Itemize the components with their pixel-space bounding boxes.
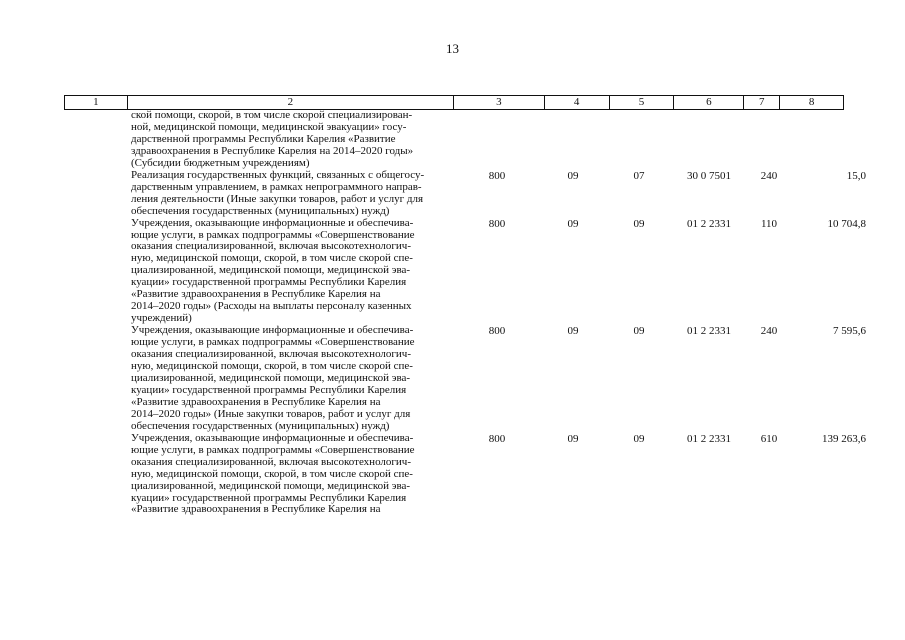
column-header-6: 6 [674, 96, 744, 109]
row-subsection-code: 07 [633, 169, 645, 182]
row-target-code: 30 0 7501 [687, 169, 731, 182]
row-description: Учреждения, оказывающие информационные и обеспечива- ющие услуги, в рамках подпрограммы «Совершенствование оказания специализированной, включая высокотехнологич- ную, медицинской помощи, скорой, в том числе скорой спе- циализированной, медицинской помощи, медицинской эва- куации» государственной программы Республики Карелия «Развитие здравоохранения в Республике Карелия на 2014–2020 годы» (Расходы на выплаты персоналу казенных учреждений) [131, 216, 415, 325]
row-admin-code: 800 [488, 432, 506, 445]
row-section-code: 09 [567, 432, 579, 445]
row-target-code: 01 2 2331 [687, 217, 731, 230]
row-amount: 10 704,8 [827, 217, 866, 230]
table-row [64, 431, 866, 517]
row-expense-type-code: 240 [760, 169, 778, 182]
row-subsection-code: 09 [633, 325, 645, 338]
row-target-code: 01 2 2331 [687, 325, 731, 338]
row-section-code: 09 [567, 169, 579, 182]
table-row [64, 110, 844, 170]
row-admin-code: 800 [488, 325, 506, 338]
row-description: Учреждения, оказывающие информационные и обеспечива- ющие услуги, в рамках подпрограммы «Совершенствование оказания специализированной, включая высокотехнологич- ную, медицинской помощи, скорой, в том числе скорой спе- циализированной, медицинской помощи, медицинской эва- куации» государственной программы Республики Карелия «Развитие здравоохранения в Республике Карелия на 2014–2020 годы» (Иные закупки товаров, работ и услуг для обеспечения государственных (муниципальных) нужд) [131, 324, 415, 432]
budget-table [64, 95, 866, 516]
row-admin-code: 800 [488, 169, 506, 182]
row-expense-type-code: 240 [760, 325, 778, 338]
row-section-code: 09 [567, 217, 579, 230]
row-amount: 7 595,6 [833, 325, 866, 338]
row-amount: 139 263,6 [822, 432, 866, 445]
table-row [64, 324, 866, 433]
column-header-4: 4 [545, 96, 610, 109]
row-description: Учреждения, оказывающие информационные и обеспечива- ющие услуги, в рамках подпрограммы «Совершенствование оказания специализированной, включая высокотехнологич- ную, медицинской помощи, скорой, в том числе скорой спе- циализированной, медицинской помощи, медицинской эва- куации» государственной программы Республики Карелия «Развитие здравоохранения в Республике Карелия на [131, 431, 415, 516]
row-description: ской помощи, скорой, в том числе скорой специализирован- ной, медицинской помощи, медицинской эвакуации» госу- дарственной программы Республики Карелия «Развитие здравоохранения в Республике Карелия на 2014–2020 годы» (Субсидии бюджетным учреждениям) [131, 109, 414, 169]
table-header-row [64, 95, 844, 110]
column-header-5: 5 [610, 96, 675, 109]
row-amount: 15,0 [846, 169, 866, 182]
row-expense-type-code: 110 [760, 217, 778, 230]
row-expense-type-code: 610 [760, 432, 778, 445]
row-subsection-code: 09 [633, 217, 645, 230]
column-header-2: 2 [128, 96, 454, 109]
column-header-3: 3 [454, 96, 545, 109]
column-header-7: 7 [744, 96, 780, 109]
column-header-8: 8 [808, 96, 815, 108]
row-target-code: 01 2 2331 [687, 432, 731, 445]
table-row [64, 168, 866, 218]
row-subsection-code: 09 [633, 432, 645, 445]
table-row [64, 216, 866, 326]
column-header-1: 1 [65, 96, 128, 109]
page-number: 13 [446, 41, 459, 56]
row-section-code: 09 [567, 325, 579, 338]
row-description: Реализация государственных функций, связанных с общегосу- дарственным управлением, в рамках непрограммного направ- ления деятельности (Иные закупки товаров, работ и услуг для обеспечения государственных (муниципальных) нужд) [131, 168, 425, 217]
row-admin-code: 800 [488, 217, 506, 230]
